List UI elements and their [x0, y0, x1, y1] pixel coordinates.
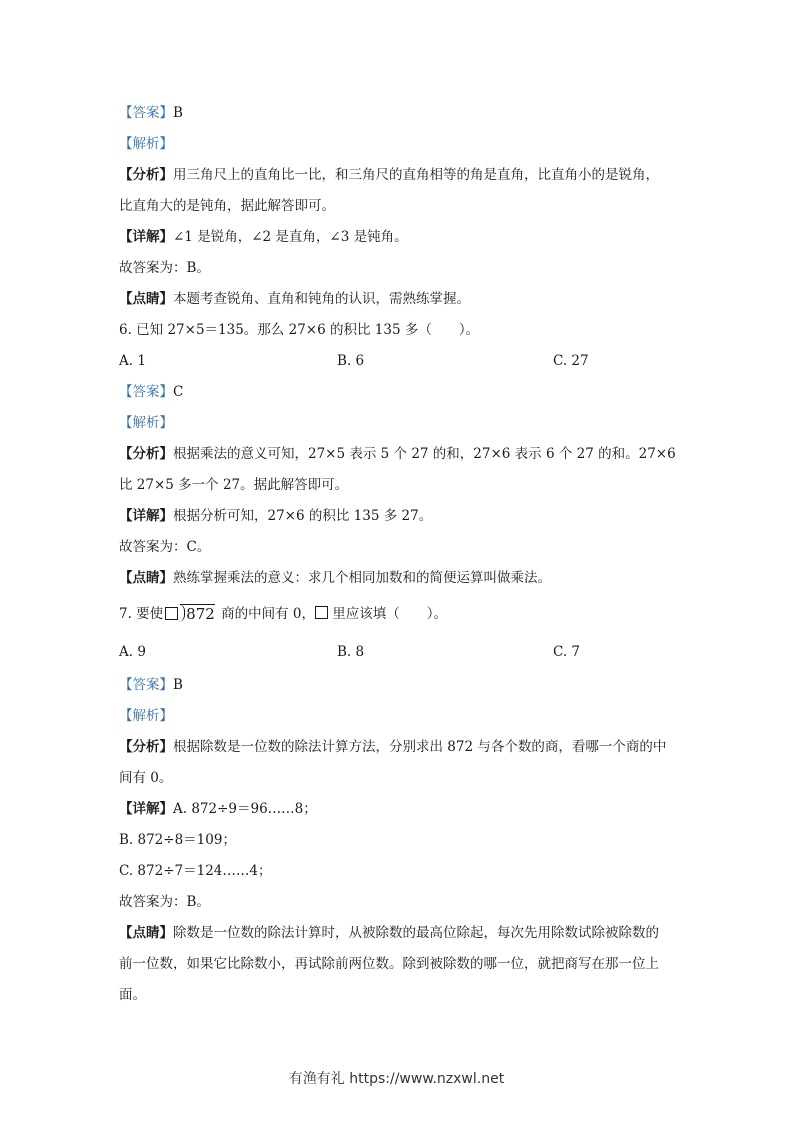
dianjing-text: 熟练掌握乘法的意义：求几个相同加数和的简便运算叫做乘法。	[173, 570, 551, 586]
fenxi-text: 根据除数是一位数的除法计算方法，分别求出 872 与各个数的商，看哪一个商的中	[173, 739, 667, 755]
dividend: 872	[180, 604, 215, 623]
q6-xiangjie	[119, 506, 432, 526]
answer-tag: 【答案】	[119, 384, 173, 400]
fenxi-tag: 【分析】	[119, 446, 173, 462]
q6-fenxi-line-1	[119, 444, 676, 464]
q7-xiangjie-a	[119, 799, 317, 819]
q7-dianjing-line-3: 面。	[119, 987, 146, 1003]
xiangjie-text: 根据分析可知，27×6 的积比 135 多 27。	[173, 508, 433, 524]
q5-xiangjie	[119, 227, 408, 247]
fenxi-text: 用三角尺上的直角比一比，和三角尺的直角相等的角是直角，比直角小的是锐角，	[173, 167, 659, 183]
q5-answer	[119, 103, 183, 123]
jiexi-tag: 【解析】	[119, 136, 173, 152]
q6-fenxi-line-2: 比 27×5 多一个 27。据此解答即可。	[119, 477, 349, 493]
q7-option-c: C. 7	[553, 644, 581, 660]
fenxi-text: 根据乘法的意义可知，27×5 表示 5 个 27 的和，27×6 表示 6 个 27 的和。27×6	[173, 446, 676, 462]
q5-conclusion: 故答案为：B。	[119, 260, 210, 276]
q7-option-b: B. 8	[337, 644, 365, 660]
dianjing-tag: 【点睛】	[119, 570, 173, 586]
q5-jiexi	[119, 134, 173, 154]
answer-tag: 【答案】	[119, 105, 173, 121]
blank-square-icon	[315, 606, 328, 619]
q7-prefix: 7. 要使	[119, 606, 164, 622]
q6-conclusion: 故答案为：C。	[119, 539, 211, 555]
q7-question	[119, 604, 447, 625]
xiangjie-text: ∠1 是锐角，∠2 是直角，∠3 是钝角。	[173, 229, 408, 245]
long-division-symbol	[165, 604, 215, 625]
q5-dianjing	[119, 289, 470, 309]
q5-fenxi-line-2: 比直角大的是钝角，据此解答即可。	[119, 198, 335, 214]
fenxi-tag: 【分析】	[119, 739, 173, 755]
dianjing-tag: 【点睛】	[119, 925, 173, 941]
q7-fenxi-line-1	[119, 737, 666, 757]
q6-option-c: C. 27	[553, 353, 589, 369]
xiangjie-tag: 【详解】	[119, 508, 173, 524]
q7-jiexi	[119, 706, 173, 726]
q6-jiexi	[119, 413, 173, 433]
dianjing-text: 除数是一位数的除法计算时，从被除数的最高位除起，每次先用除数试除被除数的	[173, 925, 659, 941]
page-footer: 有渔有礼 https://www.nzxwl.net	[288, 1071, 505, 1087]
q7-end: 里应该填（ ）。	[332, 606, 448, 622]
answer-value: B	[173, 677, 183, 693]
q7-suffix: 商的中间有 0，	[221, 606, 315, 622]
q7-xiangjie-b: B. 872÷8＝109；	[119, 832, 236, 848]
q7-dianjing-line-2: 前一位数，如果它比除数小，再试除前两位数。除到被除数的哪一位，就把商写在那一位上	[119, 956, 659, 972]
fenxi-tag: 【分析】	[119, 167, 173, 183]
jiexi-tag: 【解析】	[119, 415, 173, 431]
q7-fenxi-line-2: 间有 0。	[119, 770, 173, 786]
q6-option-a: A. 1	[119, 353, 146, 369]
jiexi-tag: 【解析】	[119, 708, 173, 724]
q7-option-a: A. 9	[119, 644, 146, 660]
answer-tag: 【答案】	[119, 677, 173, 693]
q6-question: 6. 已知 27×5＝135。那么 27×6 的积比 135 多（ ）。	[119, 322, 480, 338]
q7-conclusion: 故答案为：B。	[119, 894, 210, 910]
q7-answer	[119, 675, 183, 695]
q5-fenxi-line-1	[119, 165, 659, 185]
blank-square-icon	[165, 607, 178, 620]
dianjing-tag: 【点睛】	[119, 291, 173, 307]
q7-xiangjie-c: C. 872÷7＝124……4；	[119, 863, 272, 879]
xiangjie-tag: 【详解】	[119, 229, 173, 245]
answer-value: B	[173, 105, 183, 121]
q6-answer	[119, 382, 183, 402]
q7-dianjing-line-1	[119, 923, 659, 943]
q6-dianjing	[119, 568, 551, 588]
xiangjie-tag: 【详解】	[119, 801, 173, 817]
q6-option-b: B. 6	[337, 353, 365, 369]
dianjing-text: 本题考查锐角、直角和钝角的认识，需熟练掌握。	[173, 291, 470, 307]
xiangjie-text: A. 872÷9＝96……8；	[173, 801, 317, 817]
answer-value: C	[173, 384, 184, 400]
